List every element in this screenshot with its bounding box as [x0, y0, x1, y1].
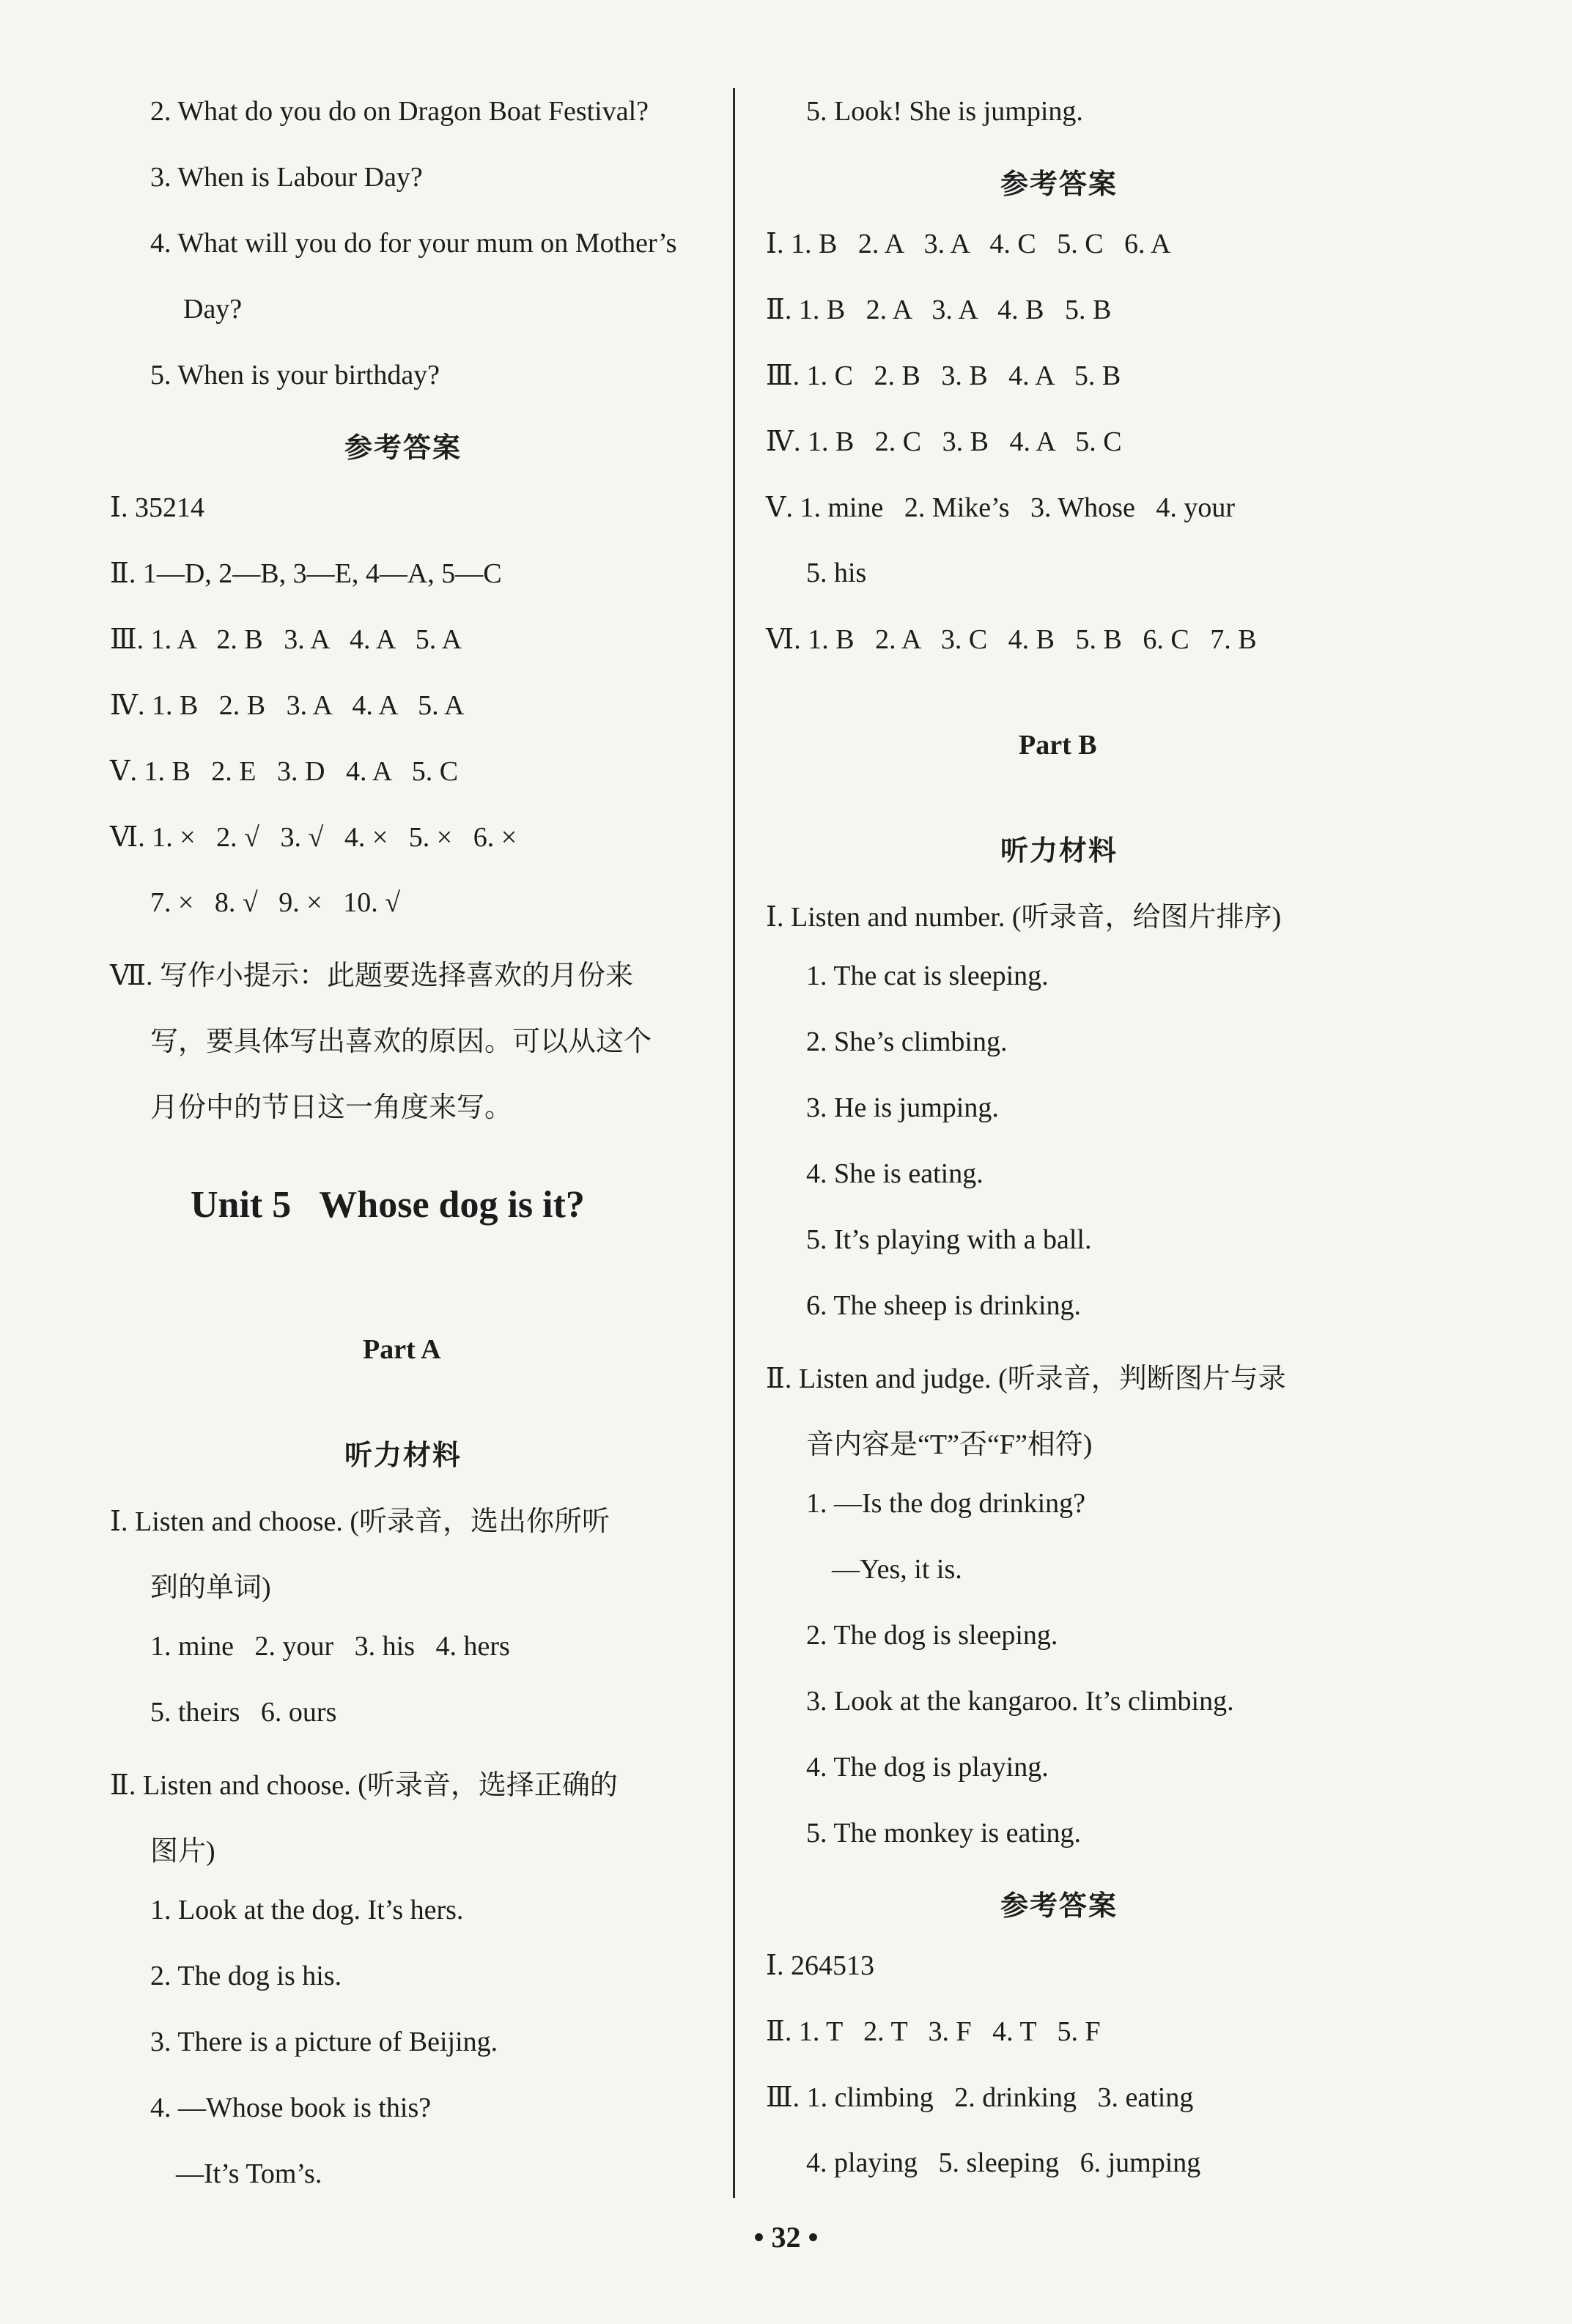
- answer-line: 4. playing 5. sleeping 6. jumping: [806, 2147, 1201, 2178]
- listening-sentence: 3. He is jumping.: [806, 1092, 999, 1123]
- listening-sentence: —It’s Tom’s.: [176, 2158, 322, 2189]
- listening-sentence: 4. The dog is playing.: [806, 1752, 1049, 1783]
- answer-key-heading: 参考答案: [1000, 1890, 1118, 1922]
- answer-line: Ⅵ. 1. B 2. A 3. C 4. B 5. B 6. C 7. B: [766, 624, 1257, 655]
- answer-line: Ⅴ. 1. mine 2. Mike’s 3. Whose 4. your: [766, 492, 1235, 523]
- answer-line: Ⅱ. 1—D, 2—B, 3—E, 4—A, 5—C: [110, 558, 502, 589]
- writing-tip: 月份中的节日这一角度来写。: [150, 1092, 513, 1123]
- answer-line: Ⅵ. 1. × 2. √ 3. √ 4. × 5. × 6. ×: [110, 822, 517, 853]
- answer-line: Ⅳ. 1. B 2. C 3. B 4. A 5. C: [766, 426, 1122, 457]
- listening-sentence: 3. Look at the kangaroo. It’s climbing.: [806, 1686, 1234, 1717]
- listening-sentence: 1. —Is the dog drinking?: [806, 1488, 1086, 1519]
- section-instruction: Ⅰ. Listen and number. (听录音，给图片排序): [766, 902, 1282, 933]
- section-instruction: Ⅱ. Listen and judge. (听录音，判断图片与录: [766, 1363, 1286, 1394]
- answer-line: Ⅰ. 35214: [110, 492, 205, 523]
- answer-line: Ⅴ. 1. B 2. E 3. D 4. A 5. C: [110, 756, 459, 787]
- question-line: 4. What will you do for your mum on Mother’s: [150, 228, 677, 259]
- answer-line: Ⅲ. 1. climbing 2. drinking 3. eating: [766, 2082, 1194, 2113]
- word-list: 5. theirs 6. ours: [150, 1697, 337, 1728]
- answer-line: 7. × 8. √ 9. × 10. √: [150, 887, 401, 918]
- part-heading: Part A: [363, 1334, 441, 1365]
- answer-key-heading: 参考答案: [1000, 168, 1118, 200]
- section-instruction: Ⅱ. Listen and choose. (听录音，选择正确的: [110, 1770, 618, 1801]
- answer-line: Ⅰ. 1. B 2. A 3. A 4. C 5. C 6. A: [766, 229, 1171, 259]
- question-line: Day?: [183, 294, 243, 325]
- writing-tip: 写，要具体写出喜欢的原因。可以从这个: [150, 1026, 652, 1057]
- question-line: 2. What do you do on Dragon Boat Festival?: [150, 96, 649, 127]
- writing-tip: Ⅶ. 写作小提示：此题要选择喜欢的月份来: [110, 961, 634, 991]
- answer-key-heading: 参考答案: [344, 432, 462, 464]
- listening-sentence: —Yes, it is.: [832, 1554, 962, 1585]
- listening-sentence: 4. She is eating.: [806, 1158, 984, 1189]
- section-instruction: 音内容是“T”否“F”相符): [806, 1429, 1093, 1460]
- listening-material-heading: 听力材料: [344, 1439, 462, 1471]
- answer-line: Ⅲ. 1. A 2. B 3. A 4. A 5. A: [110, 624, 462, 655]
- question-line: 3. When is Labour Day?: [150, 162, 423, 193]
- word-list: 1. mine 2. your 3. his 4. hers: [150, 1631, 510, 1662]
- section-instruction: 图片): [150, 1836, 215, 1867]
- listening-sentence: 4. —Whose book is this?: [150, 2092, 432, 2123]
- question-line: 5. When is your birthday?: [150, 360, 440, 391]
- listening-sentence: 2. The dog is sleeping.: [806, 1620, 1058, 1651]
- page-number: • 32 •: [753, 2221, 819, 2254]
- listening-sentence: 5. It’s playing with a ball.: [806, 1224, 1092, 1255]
- listening-sentence: 5. The monkey is eating.: [806, 1818, 1082, 1849]
- answer-line: 5. his: [806, 558, 867, 588]
- listening-sentence: 3. There is a picture of Beijing.: [150, 2027, 498, 2057]
- listening-sentence: 2. The dog is his.: [150, 1961, 342, 1991]
- listening-material-heading: 听力材料: [1000, 835, 1118, 867]
- listening-sentence: 2. She’s climbing.: [806, 1026, 1008, 1057]
- listening-sentence: 6. The sheep is drinking.: [806, 1290, 1082, 1321]
- unit-title: Unit 5 Whose dog is it?: [191, 1184, 585, 1226]
- column-divider: [733, 88, 735, 2198]
- listening-sentence: 1. Look at the dog. It’s hers.: [150, 1895, 464, 1925]
- answer-line: Ⅲ. 1. C 2. B 3. B 4. A 5. B: [766, 360, 1121, 391]
- answer-line: Ⅰ. 264513: [766, 1950, 875, 1981]
- listening-sentence: 1. The cat is sleeping.: [806, 961, 1049, 991]
- listening-sentence: 5. Look! She is jumping.: [806, 96, 1083, 127]
- answer-line: Ⅱ. 1. T 2. T 3. F 4. T 5. F: [766, 2016, 1101, 2047]
- part-heading: Part B: [1019, 730, 1097, 761]
- answer-line: Ⅱ. 1. B 2. A 3. A 4. B 5. B: [766, 295, 1112, 325]
- section-instruction: Ⅰ. Listen and choose. (听录音，选出你所听: [110, 1506, 610, 1537]
- section-instruction: 到的单词): [150, 1572, 271, 1603]
- answer-line: Ⅳ. 1. B 2. B 3. A 4. A 5. A: [110, 690, 465, 721]
